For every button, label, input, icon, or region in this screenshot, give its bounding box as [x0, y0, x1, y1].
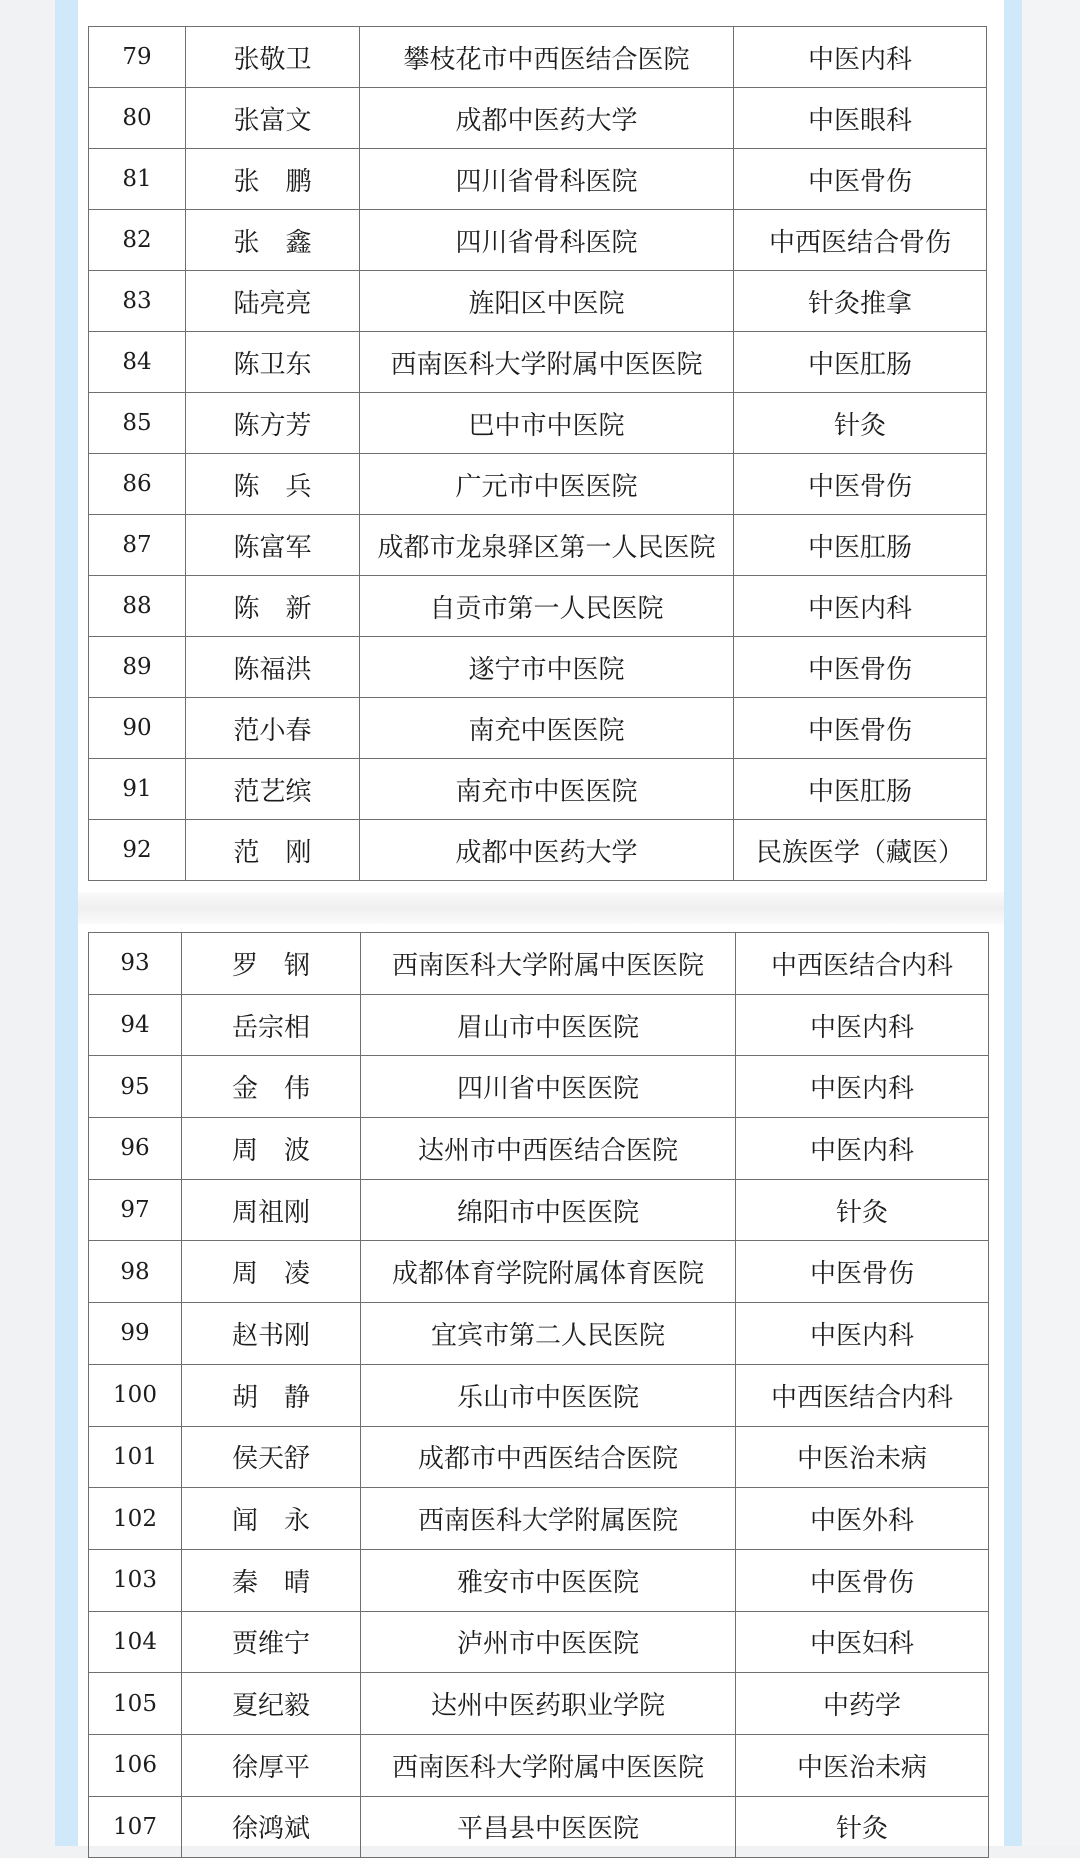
row-number: 81 [89, 149, 186, 210]
hospital-name: 南充市中医医院 [360, 759, 734, 820]
specialty: 针灸 [734, 393, 987, 454]
row-number: 87 [89, 515, 186, 576]
row-number: 82 [89, 210, 186, 271]
specialty: 中医内科 [736, 1056, 989, 1118]
expert-name: 岳宗相 [182, 994, 361, 1056]
row-number: 105 [89, 1673, 182, 1735]
expert-name: 侯天舒 [182, 1426, 361, 1488]
expert-name: 范艺缤 [186, 759, 360, 820]
expert-name: 陆亮亮 [186, 271, 360, 332]
table-row [89, 994, 989, 1056]
hospital-name: 眉山市中医医院 [361, 994, 736, 1056]
hospital-name: 四川省骨科医院 [360, 210, 734, 271]
row-number: 99 [89, 1303, 182, 1365]
table-row [89, 1118, 989, 1180]
expert-name: 罗 钢 [182, 933, 361, 995]
row-number: 107 [89, 1796, 182, 1858]
row-number: 106 [89, 1734, 182, 1796]
table-row [89, 149, 987, 210]
expert-name: 夏纪毅 [182, 1673, 361, 1735]
table-row [89, 27, 987, 88]
row-number: 103 [89, 1549, 182, 1611]
specialty: 中医内科 [736, 1118, 989, 1180]
hospital-name: 自贡市第一人民医院 [360, 576, 734, 637]
expert-name: 范小春 [186, 698, 360, 759]
specialty: 中医妇科 [736, 1611, 989, 1673]
hospital-name: 攀枝花市中西医结合医院 [360, 27, 734, 88]
expert-name: 徐厚平 [182, 1734, 361, 1796]
expert-name: 张 鹏 [186, 149, 360, 210]
row-number: 84 [89, 332, 186, 393]
row-number: 102 [89, 1488, 182, 1550]
hospital-name: 四川省骨科医院 [360, 149, 734, 210]
specialty: 中医治未病 [736, 1426, 989, 1488]
hospital-name: 成都市中西医结合医院 [361, 1426, 736, 1488]
table-row [89, 1673, 989, 1735]
hospital-name: 西南医科大学附属中医医院 [360, 332, 734, 393]
specialty: 针灸 [736, 1796, 989, 1858]
hospital-name: 四川省中医医院 [361, 1056, 736, 1118]
table-row [89, 1549, 989, 1611]
table-row [89, 698, 987, 759]
table-row [89, 271, 987, 332]
table-row [89, 1426, 989, 1488]
hospital-name: 达州市中西医结合医院 [361, 1118, 736, 1180]
specialty: 中医肛肠 [734, 515, 987, 576]
hospital-name: 成都市龙泉驿区第一人民医院 [360, 515, 734, 576]
row-number: 89 [89, 637, 186, 698]
expert-list-table-1 [88, 26, 987, 881]
table-row [89, 1364, 989, 1426]
expert-name: 周祖刚 [182, 1179, 361, 1241]
hospital-name: 达州中医药职业学院 [361, 1673, 736, 1735]
expert-name: 秦 晴 [182, 1549, 361, 1611]
table-row [89, 759, 987, 820]
row-number: 92 [89, 820, 186, 881]
hospital-name: 巴中市中医院 [360, 393, 734, 454]
hospital-name: 旌阳区中医院 [360, 271, 734, 332]
specialty: 针灸 [736, 1179, 989, 1241]
expert-name: 陈富军 [186, 515, 360, 576]
specialty: 中医肛肠 [734, 759, 987, 820]
table-row [89, 1488, 989, 1550]
expert-name: 陈 兵 [186, 454, 360, 515]
row-number: 95 [89, 1056, 182, 1118]
hospital-name: 泸州市中医医院 [361, 1611, 736, 1673]
table-row [89, 88, 987, 149]
specialty: 中医内科 [734, 27, 987, 88]
expert-name: 陈卫东 [186, 332, 360, 393]
specialty: 中医治未病 [736, 1734, 989, 1796]
row-number: 90 [89, 698, 186, 759]
row-number: 93 [89, 933, 182, 995]
table-row [89, 820, 987, 881]
table-row [89, 454, 987, 515]
hospital-name: 成都中医药大学 [360, 88, 734, 149]
table-row [89, 1796, 989, 1858]
row-number: 79 [89, 27, 186, 88]
expert-name: 陈福洪 [186, 637, 360, 698]
specialty: 中医骨伤 [736, 1241, 989, 1303]
table-row [89, 1241, 989, 1303]
table-row [89, 1179, 989, 1241]
row-number: 86 [89, 454, 186, 515]
hospital-name: 广元市中医医院 [360, 454, 734, 515]
table-row [89, 332, 987, 393]
expert-name: 张富文 [186, 88, 360, 149]
expert-name: 闻 永 [182, 1488, 361, 1550]
specialty: 中医骨伤 [734, 454, 987, 515]
row-number: 80 [89, 88, 186, 149]
expert-list-table-2 [88, 932, 989, 1858]
expert-name: 张敬卫 [186, 27, 360, 88]
hospital-name: 宜宾市第二人民医院 [361, 1303, 736, 1365]
specialty: 中医内科 [736, 994, 989, 1056]
expert-name: 周 凌 [182, 1241, 361, 1303]
expert-name: 贾维宁 [182, 1611, 361, 1673]
table-row [89, 933, 989, 995]
expert-name: 赵书刚 [182, 1303, 361, 1365]
hospital-name: 平昌县中医医院 [361, 1796, 736, 1858]
row-number: 98 [89, 1241, 182, 1303]
specialty: 中医骨伤 [736, 1549, 989, 1611]
table-row [89, 637, 987, 698]
specialty: 针灸推拿 [734, 271, 987, 332]
hospital-name: 南充中医医院 [360, 698, 734, 759]
expert-name: 范 刚 [186, 820, 360, 881]
hospital-name: 西南医科大学附属医院 [361, 1488, 736, 1550]
table-row [89, 1734, 989, 1796]
right-margin [1022, 0, 1080, 1846]
row-number: 94 [89, 994, 182, 1056]
specialty: 中医骨伤 [734, 698, 987, 759]
row-number: 85 [89, 393, 186, 454]
table-row [89, 576, 987, 637]
row-number: 88 [89, 576, 186, 637]
table-row [89, 393, 987, 454]
row-number: 97 [89, 1179, 182, 1241]
page-break [78, 892, 1004, 924]
hospital-name: 乐山市中医医院 [361, 1364, 736, 1426]
expert-name: 陈方芳 [186, 393, 360, 454]
table-row [89, 1303, 989, 1365]
table-row [89, 210, 987, 271]
expert-name: 陈 新 [186, 576, 360, 637]
specialty: 中医内科 [734, 576, 987, 637]
hospital-name: 西南医科大学附属中医医院 [361, 1734, 736, 1796]
specialty: 中医肛肠 [734, 332, 987, 393]
row-number: 100 [89, 1364, 182, 1426]
hospital-name: 西南医科大学附属中医医院 [361, 933, 736, 995]
specialty: 中医眼科 [734, 88, 987, 149]
expert-name: 周 波 [182, 1118, 361, 1180]
row-number: 104 [89, 1611, 182, 1673]
table-row [89, 515, 987, 576]
specialty: 中医骨伤 [734, 149, 987, 210]
hospital-name: 成都体育学院附属体育医院 [361, 1241, 736, 1303]
table-row [89, 1611, 989, 1673]
row-number: 83 [89, 271, 186, 332]
specialty: 中药学 [736, 1673, 989, 1735]
specialty: 中医内科 [736, 1303, 989, 1365]
specialty: 民族医学（藏医） [734, 820, 987, 881]
hospital-name: 雅安市中医医院 [361, 1549, 736, 1611]
specialty: 中西医结合内科 [736, 1364, 989, 1426]
expert-name: 金 伟 [182, 1056, 361, 1118]
table-row [89, 1056, 989, 1118]
expert-name: 徐鸿斌 [182, 1796, 361, 1858]
row-number: 101 [89, 1426, 182, 1488]
hospital-name: 遂宁市中医院 [360, 637, 734, 698]
expert-name: 张 鑫 [186, 210, 360, 271]
row-number: 96 [89, 1118, 182, 1180]
expert-name: 胡 静 [182, 1364, 361, 1426]
specialty: 中西医结合内科 [736, 933, 989, 995]
row-number: 91 [89, 759, 186, 820]
hospital-name: 成都中医药大学 [360, 820, 734, 881]
hospital-name: 绵阳市中医医院 [361, 1179, 736, 1241]
specialty: 中医骨伤 [734, 637, 987, 698]
specialty: 中西医结合骨伤 [734, 210, 987, 271]
specialty: 中医外科 [736, 1488, 989, 1550]
